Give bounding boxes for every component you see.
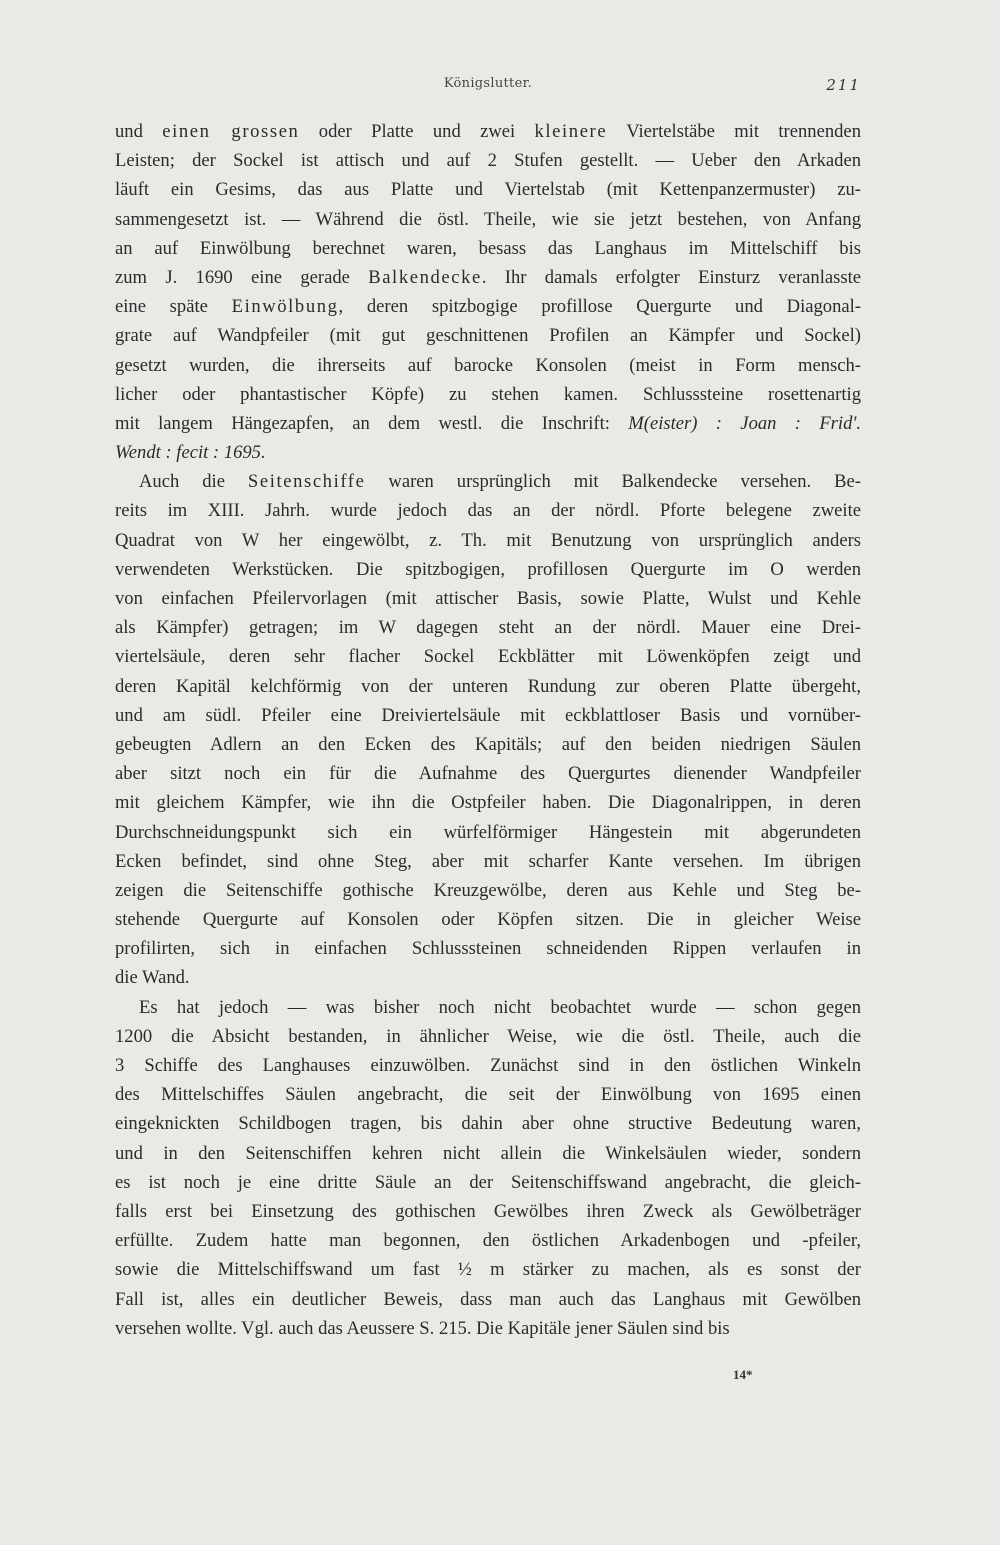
text-run: Balkendecke [368,266,482,288]
text-run: . Ihr damals erfolgter Einsturz veranlasste [481,266,861,288]
text-run: waren ursprünglich mit Balkendecke versehen. Be- [365,471,861,493]
text-line [115,467,861,496]
text-run: sammengesetzt ist. — Während die östl. Theile, wie sie jetzt bestehen, von Anfang [115,208,861,230]
text-line [115,175,861,204]
text-run: zum J. 1690 eine gerade [115,266,369,288]
text-run: reits im XIII. Jahrh. wurde jedoch das an der nördl. Pforte belegene zweite [115,500,861,522]
text-run: grate auf Wandpfeiler (mit gut geschnittenen Profilen an Kämpfer und Sockel) [115,325,861,347]
text-line [115,701,861,730]
text-line [115,613,861,642]
text-line [115,292,861,321]
text-line [115,117,861,146]
text-run: Seitenschiffe [247,471,366,493]
text-line [115,584,861,613]
text-line [115,438,861,467]
text-line [115,672,861,701]
text-line [115,788,861,817]
text-line [115,555,861,584]
running-title: Königslutter. [443,76,533,91]
text-line [115,351,861,380]
text-run: verwendeten Werkstücken. Die spitzbogigen, profillosen Quergurte im O werden [115,558,861,580]
text-run: gebeugten Adlern an den Ecken des Kapitäls; auf den beiden niedrigen Säulen [115,733,861,755]
page-number: 211 [826,76,861,94]
text-run: 1200 die Absicht bestanden, in ähnlicher Weise, wie die östl. Theile, auch die [115,1025,861,1047]
text-line [115,146,861,175]
text-run: Durchschneidungspunkt sich ein würfelförmiger Hängestein mit abgerundeten [115,821,861,843]
text-run: oder Platte und zwei [299,121,535,142]
text-run: eine späte [115,296,232,318]
text-line [115,263,861,292]
text-run: deren Kapitäl kelchförmig von der unteren Rundung zur oberen Platte übergeht, [115,675,861,697]
text-line [115,1022,861,1051]
text-run: sowie die Mittelschiffswand um fast ½ m stärker zu machen, als es sonst der [115,1259,861,1281]
text-line [115,847,861,876]
text-run: als Kämpfer) getragen; im W dagegen steht an der nördl. Mauer eine Drei- [115,617,861,639]
text-run: M(eister) : Joan : Frid'. [628,412,861,434]
text-run: es ist noch je eine dritte Säule an der Seitenschiffswand angebracht, die gleich- [115,1171,861,1193]
text-run: von einfachen Pfeilervorlagen (mit attischer Basis, sowie Platte, Wulst und Kehle [115,588,861,609]
text-line [115,876,861,905]
text-run: Viertelstäbe mit trennenden [607,121,861,142]
text-line [115,818,861,847]
text-run: zeigen die Seitenschiffe gothische Kreuzgewölbe, deren aus Kehle und Steg be- [115,879,861,901]
text-run: Leisten; der Sockel ist attisch und auf 2 Stufen gestellt. — Ueber den Arkaden [115,150,861,172]
paragraph [115,117,861,467]
text-run: licher oder phantastischer Köpfe) zu stehen kamen. Schlusssteine rosettenartig [115,383,861,405]
text-line [115,1197,861,1226]
text-run: profilirten, sich in einfachen Schlusssteinen schneidenden Rippen verlaufen in [115,938,861,960]
text-line [115,409,861,438]
text-run: viertelsäule, deren sehr flacher Sockel Eckblätter mit Löwenköpfen zeigt und [115,646,861,668]
text-run: an auf Einwölbung berechnet waren, besass das Langhaus im Mittelschiff bis [115,237,861,259]
text-run: Ecken befindet, sind ohne Steg, aber mit scharfer Kante versehen. Im übrigen [115,850,861,872]
text-run: die Wand. [115,967,190,989]
text-line [115,905,861,934]
text-run: und [115,121,163,142]
text-run: Quadrat von W her eingewölbt, z. Th. mit Benutzung von ursprünglich anders [115,529,861,551]
text-run: Einwölbung [231,296,339,318]
text-line [115,496,861,525]
text-run: einen grossen [162,121,300,142]
text-line [115,934,861,963]
signature-mark: 14* [733,1367,753,1382]
text-line [115,1226,861,1255]
text-run: falls erst bei Einsetzung des gothischen Gewölbes ihren Zweck als Gewölbeträger [115,1200,861,1222]
text-run: mit langem Hängezapfen, an dem westl. die Inschrift: [115,412,629,434]
text-line [115,1314,861,1343]
text-line [115,1285,861,1314]
text-line [115,993,861,1022]
text-line [115,1109,861,1138]
text-line [115,1255,861,1284]
text-line [115,1168,861,1197]
text-line [115,205,861,234]
text-line [115,1051,861,1080]
text-line [115,1080,861,1109]
text-run: 3 Schiffe des Langhauses einzuwölben. Zunächst sind in den östlichen Winkeln [115,1055,861,1076]
text-line [115,759,861,788]
text-run: , deren spitzbogige profillose Quergurte und Diagonal- [338,296,861,318]
text-run: eingeknickten Schildbogen tragen, bis dahin aber ohne structive Bedeutung waren, [115,1113,861,1135]
text-line [115,642,861,671]
text-run: Fall ist, alles ein deutlicher Beweis, dass man auch das Langhaus mit Gewölben [115,1288,861,1310]
text-line [115,1139,861,1168]
text-line [115,234,861,263]
text-line [115,321,861,350]
running-head [115,76,861,98]
text-run: und am südl. Pfeiler eine Dreiviertelsäule mit eckblattloser Basis und vornüber- [115,704,861,726]
text-run: gesetzt wurden, die ihrerseits auf barocke Konsolen (meist in Form mensch- [115,354,861,376]
text-run: aber sitzt noch ein für die Aufnahme des Quergurtes dienender Wandpfeiler [115,763,861,785]
text-run: mit gleichem Kämpfer, wie ihn die Ostpfeiler haben. Die Diagonalrippen, in deren [115,792,861,814]
text-line [115,380,861,409]
text-run: stehende Quergurte auf Konsolen oder Köpfen sitzen. Die in gleicher Weise [115,909,861,931]
text-line [115,963,861,992]
text-run: versehen wollte. Vgl. auch das Aeussere S. 215. Die Kapitäle jener Säulen sind bis [115,1317,730,1339]
text-run: kleinere [534,121,608,142]
text-run: läuft ein Gesims, das aus Platte und Viertelstab (mit Kettenpanzermuster) zu- [115,179,861,201]
text-run: Auch die [139,471,248,493]
text-run: des Mittelschiffes Säulen angebracht, die seit der Einwölbung von 1695 einen [115,1084,861,1106]
paragraph [115,467,861,992]
text-line [115,730,861,759]
text-run: und in den Seitenschiffen kehren nicht allein die Winkelsäulen wieder, sondern [115,1142,861,1164]
body-text [115,117,861,1343]
paragraph [115,993,861,1343]
text-line [115,526,861,555]
text-run: erfüllte. Zudem hatte man begonnen, den östlichen Arkadenbogen und -pfeiler, [115,1230,861,1252]
text-run: Wendt : fecit : 1695. [115,442,266,464]
text-run: Es hat jedoch — was bisher noch nicht beobachtet wurde — schon gegen [139,996,861,1018]
